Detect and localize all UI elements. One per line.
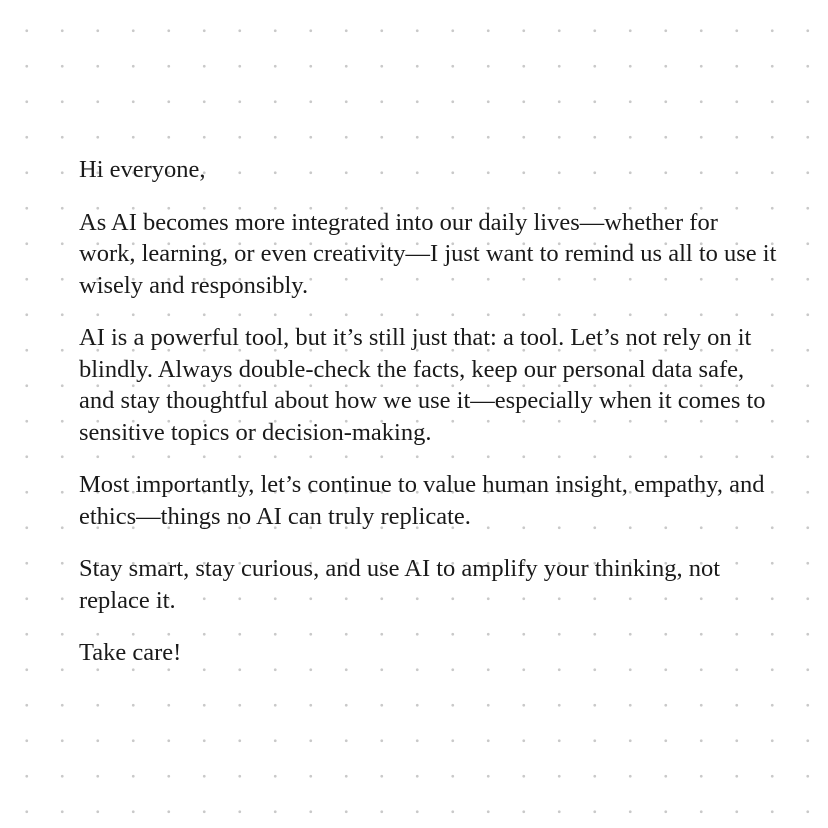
- paragraph-human-insight: Most importantly, let’s continue to value human insight, empathy, and ethics—things no AI can truly replicate.: [79, 471, 765, 530]
- greeting: Hi everyone,: [79, 156, 206, 183]
- paragraph-integration: As AI becomes more integrated into our daily lives—whether for work, learning, or even creativity—I just want to remind us all to use it wisely and responsibly.: [79, 208, 777, 299]
- paragraph-stay-smart: Stay smart, stay curious, and use AI to amplify your thinking, not replace it.: [79, 555, 721, 614]
- closing: Take care!: [79, 639, 182, 666]
- paragraph-powerful-tool: AI is a powerful tool, but it’s still just that: a tool. Let’s not rely on it blindly. Always double-check the facts, keep our personal data safe, and stay thoughtful about how we use it—especially when it comes to sensitive topics or decision-making.: [79, 324, 766, 446]
- message-body: [79, 154, 779, 690]
